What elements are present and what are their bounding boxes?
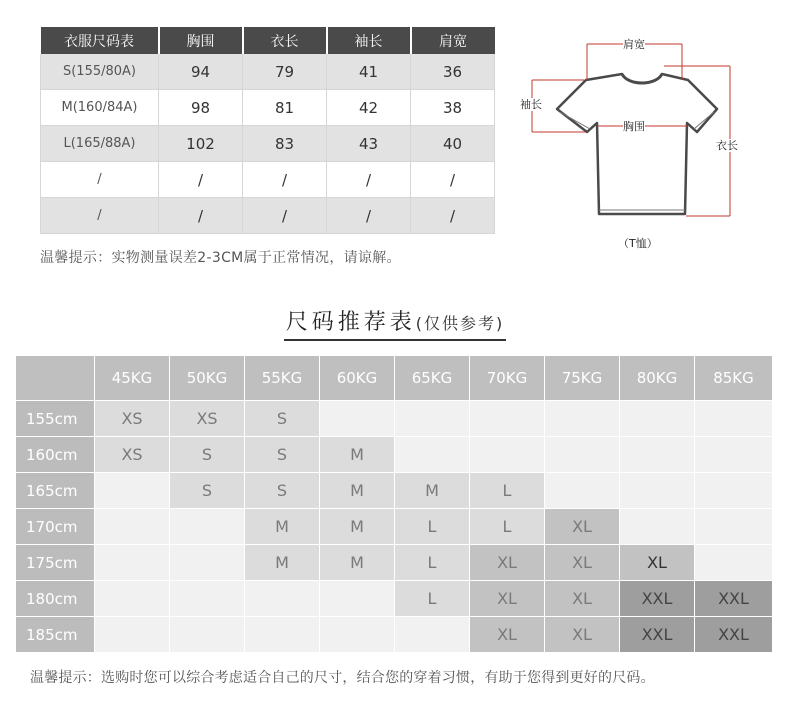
height-row [16, 509, 773, 545]
size-cell [695, 545, 773, 581]
size-chart-row [41, 90, 495, 126]
tshirt-icon [510, 30, 780, 265]
recommendation-title: 尺码推荐表 [285, 310, 416, 335]
size-cell [170, 581, 245, 617]
size-cell: XL [545, 545, 620, 581]
shoulder-width-label: 肩宽 [623, 38, 645, 51]
height-label: 155cm [16, 401, 95, 437]
height-row [16, 401, 773, 437]
size-cell: XL [545, 581, 620, 617]
size-chart-header-shoulder: 肩宽 [411, 27, 495, 54]
size-cell: XL [620, 545, 695, 581]
size-cell: M [320, 437, 395, 473]
size-cell: XL [470, 617, 545, 653]
recommendation-heading [0, 305, 790, 341]
height-label: 175cm [16, 545, 95, 581]
size-chart-header-row [41, 27, 495, 54]
size-cell: L [395, 581, 470, 617]
size-cell [395, 401, 470, 437]
diagram-caption: （T恤） [618, 237, 658, 250]
size-cell [245, 581, 320, 617]
tshirt-measurement-diagram [510, 30, 780, 265]
size-chart-table [40, 27, 495, 234]
weight-header: 60KG [320, 356, 395, 401]
size-cell [395, 437, 470, 473]
height-label: 180cm [16, 581, 95, 617]
size-chart-cell: 83 [243, 126, 327, 162]
size-cell: M [320, 545, 395, 581]
height-label: 160cm [16, 437, 95, 473]
sleeve-length-label: 袖长 [520, 98, 542, 111]
size-chart-cell: 43 [327, 126, 411, 162]
size-chart-cell: 79 [243, 54, 327, 90]
size-cell [320, 617, 395, 653]
size-chart-cell: 98 [159, 90, 243, 126]
size-chart-cell: / [41, 198, 159, 234]
size-cell: XS [95, 437, 170, 473]
size-chart-cell: M(160/84A) [41, 90, 159, 126]
chest-label: 胸围 [623, 120, 645, 133]
size-cell [245, 617, 320, 653]
size-cell [395, 617, 470, 653]
size-chart-cell: S(155/80A) [41, 54, 159, 90]
size-cell: S [245, 473, 320, 509]
size-cell [320, 581, 395, 617]
size-chart-cell: 42 [327, 90, 411, 126]
height-row [16, 437, 773, 473]
size-cell [545, 473, 620, 509]
size-chart-cell: / [41, 162, 159, 198]
height-label: 185cm [16, 617, 95, 653]
size-cell: XL [470, 545, 545, 581]
size-chart-row [41, 54, 495, 90]
recommendation-subtitle: (仅供参考) [415, 314, 505, 333]
size-cell: M [320, 473, 395, 509]
size-chart-cell: 40 [411, 126, 495, 162]
size-cell: M [395, 473, 470, 509]
size-chart-cell: / [159, 162, 243, 198]
size-chart-cell: 94 [159, 54, 243, 90]
size-cell [695, 401, 773, 437]
size-chart-row [41, 198, 495, 234]
size-chart-header-sleeve: 袖长 [327, 27, 411, 54]
size-cell: L [395, 545, 470, 581]
height-label: 165cm [16, 473, 95, 509]
size-chart-cell: 102 [159, 126, 243, 162]
size-cell: M [245, 545, 320, 581]
size-cell: XL [545, 509, 620, 545]
size-chart-cell: / [327, 162, 411, 198]
size-chart-row [41, 162, 495, 198]
size-cell [695, 437, 773, 473]
size-cell: L [470, 509, 545, 545]
weight-header-row [16, 356, 773, 401]
size-recommendation-table [15, 355, 773, 653]
size-cell: XXL [695, 617, 773, 653]
height-row [16, 545, 773, 581]
size-cell: XXL [620, 581, 695, 617]
size-cell: S [245, 437, 320, 473]
size-chart-cell: L(165/88A) [41, 126, 159, 162]
size-chart-cell: 38 [411, 90, 495, 126]
size-cell [95, 473, 170, 509]
size-cell [545, 437, 620, 473]
size-cell: XL [470, 581, 545, 617]
weight-header: 80KG [620, 356, 695, 401]
size-cell [620, 437, 695, 473]
corner-cell [16, 356, 95, 401]
size-cell [470, 401, 545, 437]
size-cell: S [245, 401, 320, 437]
size-chart-cell: 81 [243, 90, 327, 126]
size-cell: S [170, 473, 245, 509]
size-cell [95, 545, 170, 581]
size-cell [170, 509, 245, 545]
weight-header: 85KG [695, 356, 773, 401]
size-cell [95, 509, 170, 545]
size-cell [620, 509, 695, 545]
size-cell: M [320, 509, 395, 545]
size-chart-header-chest: 胸围 [159, 27, 243, 54]
size-cell [620, 401, 695, 437]
size-chart-cell: / [159, 198, 243, 234]
size-chart-header-size: 衣服尺码表 [41, 27, 159, 54]
weight-header: 75KG [545, 356, 620, 401]
body-length-label: 衣长 [716, 139, 738, 152]
size-cell [695, 509, 773, 545]
size-chart-cell: / [243, 198, 327, 234]
height-row [16, 581, 773, 617]
size-cell: S [170, 437, 245, 473]
size-chart-cell: 41 [327, 54, 411, 90]
size-cell [620, 473, 695, 509]
size-cell: XXL [695, 581, 773, 617]
size-cell [170, 545, 245, 581]
size-cell: L [470, 473, 545, 509]
size-cell: M [245, 509, 320, 545]
size-cell [470, 437, 545, 473]
size-chart-cell: / [411, 198, 495, 234]
size-cell: L [395, 509, 470, 545]
size-chart-note: 温馨提示：实物测量误差2-3CM属于正常情况，请谅解。 [40, 250, 401, 266]
weight-header: 50KG [170, 356, 245, 401]
size-cell [95, 617, 170, 653]
size-cell [320, 401, 395, 437]
height-row [16, 617, 773, 653]
size-chart-cell: / [411, 162, 495, 198]
size-cell [95, 581, 170, 617]
size-cell [695, 473, 773, 509]
size-cell [545, 401, 620, 437]
weight-header: 55KG [245, 356, 320, 401]
weight-header: 65KG [395, 356, 470, 401]
weight-header: 70KG [470, 356, 545, 401]
weight-header: 45KG [95, 356, 170, 401]
size-chart-cell: 36 [411, 54, 495, 90]
recommendation-heading-underline [284, 305, 507, 341]
size-chart-cell: / [243, 162, 327, 198]
size-cell: XS [95, 401, 170, 437]
size-cell [170, 617, 245, 653]
size-cell: XL [545, 617, 620, 653]
recommendation-note: 温馨提示：选购时您可以综合考虑适合自己的尺寸，结合您的穿着习惯，有助于您得到更好的尺码。 [30, 670, 655, 686]
size-cell: XXL [620, 617, 695, 653]
height-row [16, 473, 773, 509]
height-label: 170cm [16, 509, 95, 545]
size-chart-cell: / [327, 198, 411, 234]
size-chart-header-length: 衣长 [243, 27, 327, 54]
size-chart-row [41, 126, 495, 162]
size-cell: XS [170, 401, 245, 437]
